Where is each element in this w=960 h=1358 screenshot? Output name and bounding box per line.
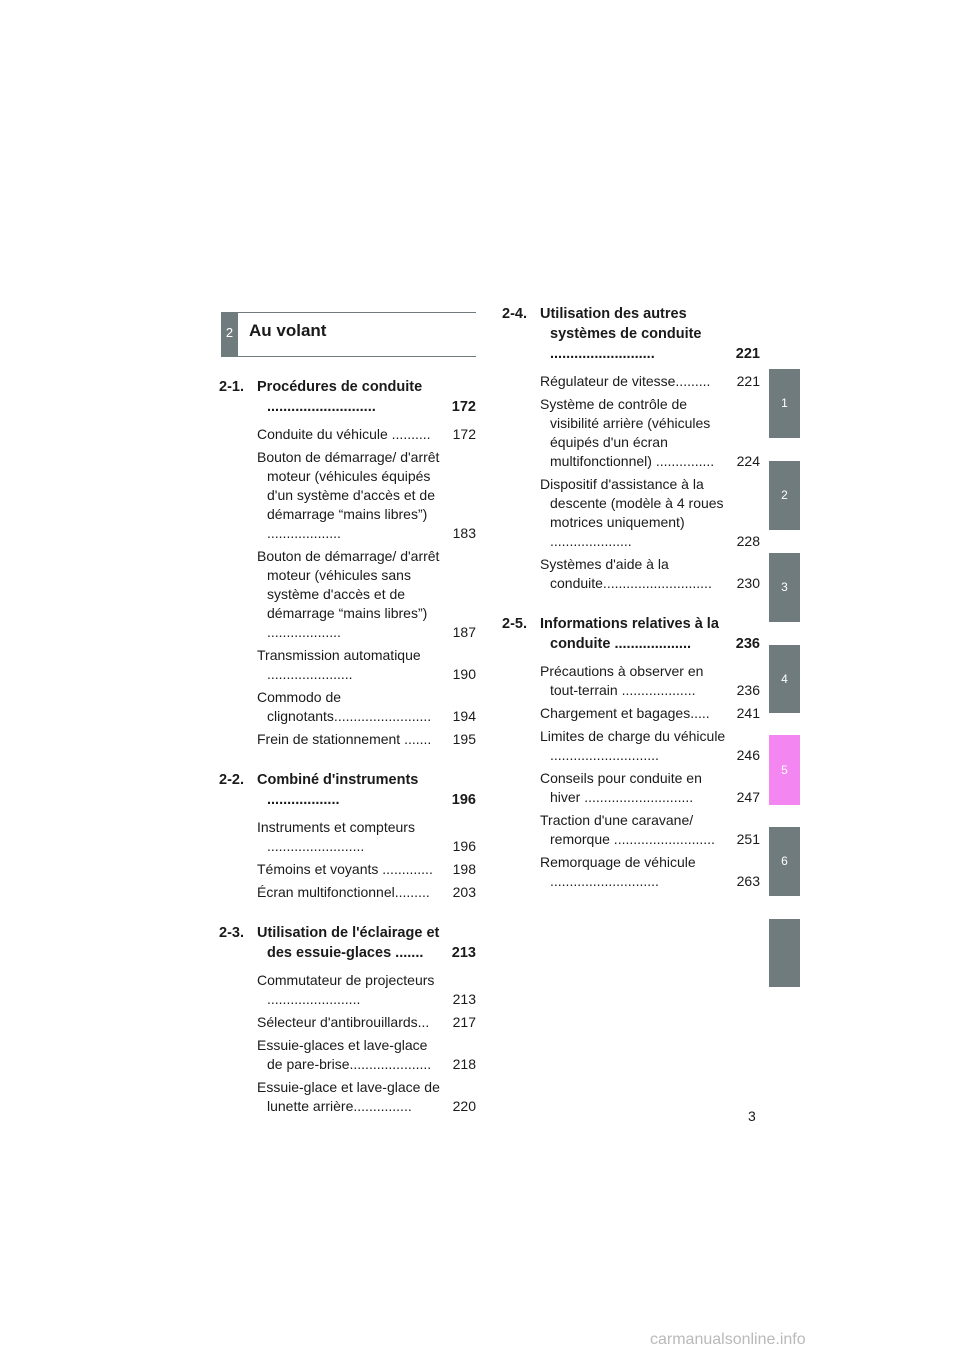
section-leader-dots: ..................: [267, 792, 340, 808]
section-heading[interactable]: [502, 614, 760, 654]
toc-section-2-3[interactable]: [219, 923, 476, 1116]
toc-entry[interactable]: [540, 704, 760, 723]
chapter-header: [221, 312, 476, 357]
entry-text: Systèmes d'aide à la conduite............................: [540, 556, 712, 591]
header-rule-bottom: [238, 356, 476, 357]
entry-text: Commutateur de projecteurs ........................: [257, 972, 435, 1007]
toc-section-2-4[interactable]: [502, 304, 760, 593]
toc-entry[interactable]: [257, 1013, 476, 1032]
entry-page: 221: [736, 373, 760, 389]
entry-text: Dispositif d'assistance à la descente (modèle à 4 roues motrices uniquement) .....................: [540, 476, 724, 549]
entry-page: 228: [736, 533, 760, 549]
toc-entry[interactable]: [257, 730, 476, 749]
chapter-tab-5[interactable]: 5: [769, 735, 800, 805]
entry-text: Conduite du véhicule ..........: [257, 426, 431, 442]
toc-entry[interactable]: [257, 425, 476, 444]
toc-section-2-2[interactable]: [219, 770, 476, 902]
section-heading[interactable]: [219, 923, 476, 963]
entry-text: Instruments et compteurs .........................: [257, 819, 415, 854]
entry-text: Régulateur de vitesse.........: [540, 373, 711, 389]
section-number: 2-4.: [502, 306, 527, 322]
section-leader-dots: ...........................: [267, 399, 376, 415]
section-page: 213: [451, 945, 476, 961]
entry-page: 213: [452, 991, 476, 1007]
toc-entry[interactable]: [540, 372, 760, 391]
toc-entry[interactable]: [257, 971, 476, 1009]
entry-page: 236: [736, 682, 760, 698]
section-heading[interactable]: [502, 304, 760, 364]
entry-text: Limites de charge du véhicule ............................: [540, 728, 726, 763]
entry-page: 195: [452, 731, 476, 747]
entry-page: 241: [736, 705, 760, 721]
entry-page: 218: [452, 1056, 476, 1072]
toc-entry[interactable]: [257, 688, 476, 726]
chapter-title: Au volant: [249, 321, 327, 340]
toc-entry[interactable]: [257, 448, 476, 543]
entry-text: Précautions à observer en tout-terrain ...................: [540, 663, 704, 698]
section-leader-dots: .......: [395, 945, 424, 961]
toc-section-2-1[interactable]: [219, 377, 476, 749]
entry-text: Chargement et bagages.....: [540, 705, 710, 721]
entry-text: Bouton de démarrage/ d'arrêt moteur (véhicules équipés d'un système d'accès et de démarrage “mains libres”) ...................: [257, 449, 440, 541]
entry-text: Traction d'une caravane/ remorque ..........................: [540, 812, 715, 847]
section-title: Combiné d'instruments: [257, 772, 419, 788]
entry-text: Essuie-glace et lave-glace de lunette arrière...............: [257, 1079, 440, 1114]
section-heading[interactable]: [219, 377, 476, 417]
toc-entry[interactable]: [540, 662, 760, 700]
section-page: 221: [735, 346, 760, 362]
section-number: 2-2.: [219, 772, 244, 788]
entry-page: 187: [452, 624, 476, 640]
toc-entry[interactable]: [257, 1078, 476, 1116]
toc-entry[interactable]: [257, 860, 476, 879]
entry-text: Essuie-glaces et lave-glace de pare-brise.....................: [257, 1037, 432, 1072]
chapter-tab-2[interactable]: 2: [769, 461, 800, 530]
section-title: Utilisation des autres systèmes de conduite: [540, 306, 702, 342]
chapter-tab-4[interactable]: 4: [769, 645, 800, 713]
toc-entry[interactable]: [540, 475, 760, 551]
chapter-tab-3[interactable]: 3: [769, 553, 800, 622]
entry-page: 183: [452, 525, 476, 541]
entry-page: 230: [736, 575, 760, 591]
page-number: 3: [748, 1108, 756, 1124]
toc-entry[interactable]: [257, 818, 476, 856]
chapter-tab-1[interactable]: 1: [769, 369, 800, 438]
entry-text: Remorquage de véhicule ............................: [540, 854, 696, 889]
entry-text: Frein de stationnement .......: [257, 731, 432, 747]
entry-text: Transmission automatique ......................: [257, 647, 421, 682]
toc-entry[interactable]: [257, 646, 476, 684]
entry-text: Commodo de clignotants.........................: [257, 689, 432, 724]
toc-entry[interactable]: [540, 811, 760, 849]
entry-text: Conseils pour conduite en hiver ............................: [540, 770, 702, 805]
toc-section-2-5[interactable]: [502, 614, 760, 891]
header-rule-top: [238, 312, 476, 313]
entry-page: 246: [736, 747, 760, 763]
section-title: Informations relatives à la conduite: [540, 616, 719, 652]
chapter-tab-index[interactable]: [769, 919, 800, 987]
entry-text: Sélecteur d'antibrouillards...: [257, 1014, 430, 1030]
section-leader-dots: ..........................: [550, 346, 655, 362]
toc-entry[interactable]: [540, 395, 760, 471]
entry-page: 251: [736, 831, 760, 847]
entry-page: 196: [452, 838, 476, 854]
section-title: Procédures de conduite: [257, 379, 423, 395]
section-number: 2-3.: [219, 925, 244, 941]
entry-text: Bouton de démarrage/ d'arrêt moteur (véhicules sans système d'accès et de démarrage “mains libres”) ...................: [257, 548, 440, 640]
watermark: carmanualsonline.info: [650, 1331, 806, 1348]
section-page: 172: [451, 399, 476, 415]
entry-page: 172: [452, 426, 476, 442]
toc-entry[interactable]: [257, 883, 476, 902]
entry-text: Écran multifonctionnel.........: [257, 884, 430, 900]
entry-page: 263: [736, 873, 760, 889]
entry-page: 220: [452, 1098, 476, 1114]
toc-entry[interactable]: [540, 853, 760, 891]
entry-text: Témoins et voyants .............: [257, 861, 433, 877]
entry-page: 203: [452, 884, 476, 900]
toc-column-left: [219, 377, 476, 1137]
entry-page: 198: [452, 861, 476, 877]
entry-page: 224: [736, 453, 760, 469]
section-number: 2-5.: [502, 616, 527, 632]
section-leader-dots: ...................: [614, 636, 691, 652]
entry-page: 194: [452, 708, 476, 724]
toc-entry[interactable]: [540, 727, 760, 765]
chapter-number-box: 2: [221, 312, 238, 357]
toc-entry[interactable]: [257, 1036, 476, 1074]
section-page: 236: [735, 636, 760, 652]
section-page: 196: [451, 792, 476, 808]
entry-text: Système de contrôle de visibilité arrière (véhicules équipés d'un écran multifonctionnel) ...............: [540, 396, 715, 469]
entry-page: 247: [736, 789, 760, 805]
entry-page: 217: [452, 1014, 476, 1030]
section-heading[interactable]: [219, 770, 476, 810]
toc-entry[interactable]: [540, 769, 760, 807]
section-title: Utilisation de l'éclairage et des essuie-glaces: [257, 925, 440, 961]
toc-entry[interactable]: [257, 547, 476, 642]
section-number: 2-1.: [219, 379, 244, 395]
toc-column-right: [502, 304, 760, 912]
entry-page: 190: [452, 666, 476, 682]
toc-entry[interactable]: [540, 555, 760, 593]
chapter-tab-6[interactable]: 6: [769, 827, 800, 896]
